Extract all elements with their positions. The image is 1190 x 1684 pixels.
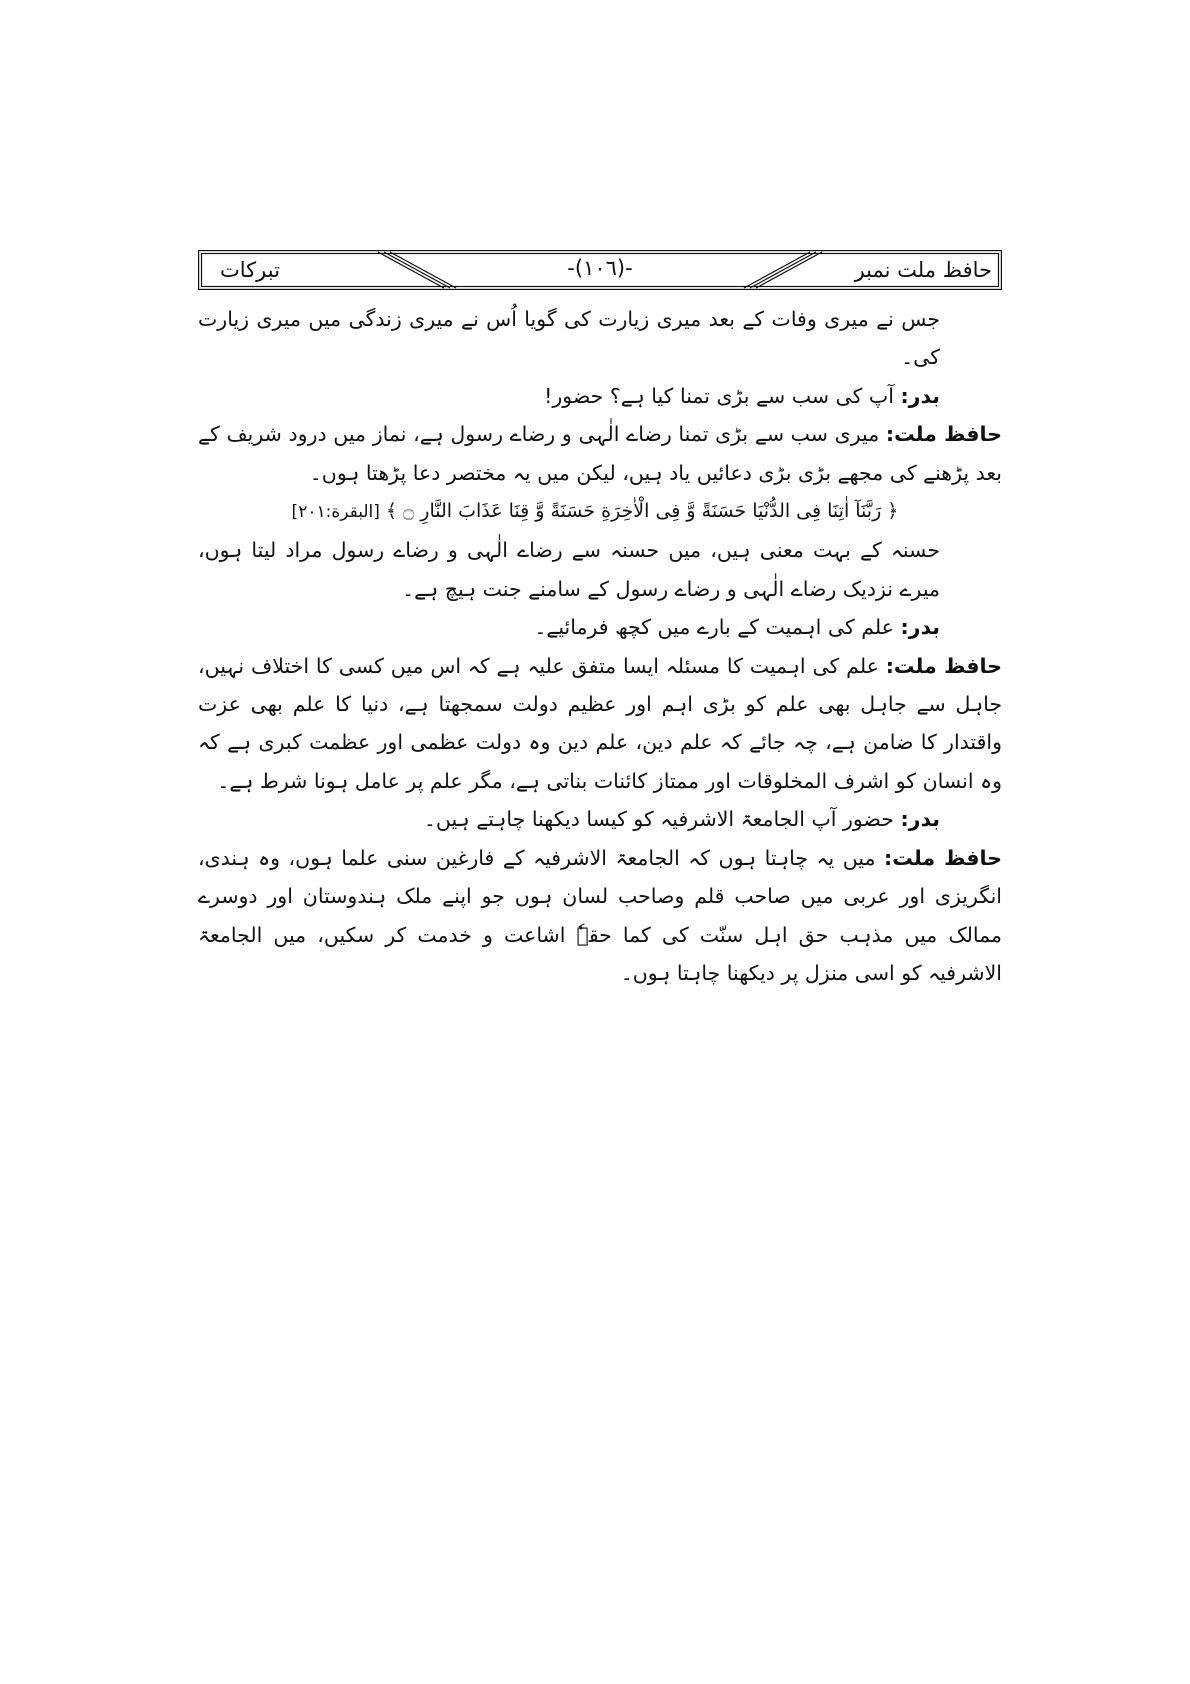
verse-reference: [البقرة:٢٠١] <box>291 502 380 523</box>
answer-text: میں یہ چاہتا ہوں کہ الجامعۃ الاشرفیہ کے فارغین سنی علما ہوں، وہ ہندی، انگریزی اور عربی میں صاحب قلم وصاحب لسان ہوں جو اپنے ملک ہندوستان اور دوسرے ممالک میں مذہب حق اہل سنّت کی کما حقہٗ اشاعت و خدمت کر سکیں، میں الجامعۃ الاشرفیہ کو اسی منزل پر دیکھنا چاہتا ہوں۔ <box>198 845 1002 985</box>
speaker-label: حافظ ملت: <box>885 422 1002 447</box>
question-3 <box>198 800 1002 838</box>
speaker-label: بدر: <box>900 615 940 640</box>
answer-2 <box>198 647 1002 801</box>
speaker-label: حافظ ملت: <box>885 653 1002 678</box>
speaker-label: بدر: <box>900 807 940 832</box>
page-content <box>198 300 1002 992</box>
answer-3 <box>198 839 1002 993</box>
question-1 <box>198 377 1002 415</box>
question-text: حضور آپ الجامعۃ الاشرفیہ کو کیسا دیکھنا چاہتے ہیں۔ <box>423 807 894 832</box>
answer-1 <box>198 415 1002 492</box>
paragraph-2: حسنہ کے بہت معنی ہیں، میں حسنہ سے رضاے الٰہی و رضاے رسول مراد لیتا ہوں، میرے نزدیک رضاے الٰہی و رضاے رسول کے سامنے جنت ہیچ ہے۔ <box>198 538 940 601</box>
answer-text: علم کی اہمیت کا مسئلہ ایسا متفق علیہ ہے کہ اس میں کسی کا اختلاف نہیں، جاہل سے جاہل بھی علم کو بڑی اہم اور عظیم دولت سمجھتا ہے، دنیا کا علم بھی عزت واقتدار کا ضامن ہے، چہ جائے کہ علم دین، علم دین وہ دولت عظمی اور عظمت کبری ہے کہ وہ انسان کو اشرف المخلوقات اور ممتاز کائنات بناتی ہے، مگر علم پر عامل ہونا شرط ہے۔ <box>198 653 1002 793</box>
verse-text: ﴿ رَبَّنَآ اٰتِنَا فِی الدُّنْیَا حَسَنَةً وَّ فِی الْاٰخِرَةِ حَسَنَةً وَّ قِنَا عَذَابَ النَّارِ ۝ ﴾ <box>385 500 899 523</box>
page-number: -(١٠٦)- <box>567 256 633 280</box>
question-text: علم کی اہمیت کے بارے میں کچھ فرمائیے۔ <box>534 615 894 640</box>
question-2 <box>198 608 1002 646</box>
quran-verse <box>198 492 1002 531</box>
paragraph-1: جس نے میری وفات کے بعد میری زیارت کی گویا اُس نے میری زندگی میں میری زیارت کی۔ <box>198 307 940 370</box>
header-book-title: حافظ ملت نمبر <box>854 258 992 282</box>
answer-text: میری سب سے بڑی تمنا رضاے الٰہی و رضاے رسول ہے، نماز میں درود شریف کے بعد پڑھنے کی مجھے بڑی بڑی دعائیں یاد ہیں، لیکن میں یہ مختصر دعا پڑھتا ہوں۔ <box>198 422 1002 485</box>
header-section-title: تبرکات <box>220 258 280 282</box>
speaker-label: بدر: <box>900 383 940 408</box>
speaker-label: حافظ ملت: <box>884 845 1002 870</box>
page-header <box>198 250 1002 290</box>
question-text: آپ کی سب سے بڑی تمنا کیا ہے؟ حضور! <box>544 383 894 408</box>
